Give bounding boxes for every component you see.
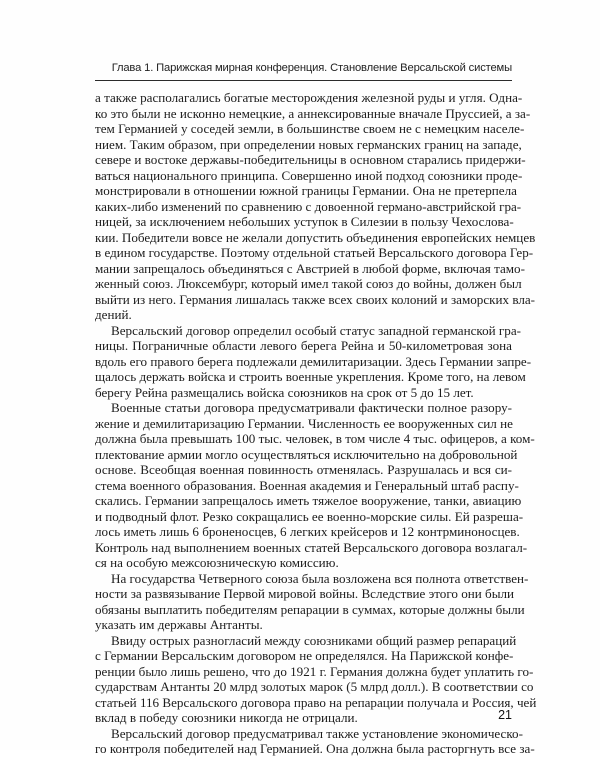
text-line: Версальский договор определил особый статус западной германской гра-: [111, 322, 522, 338]
text-line: жение и демилитаризацию Германии. Численность ее вооруженных сил не: [95, 415, 513, 431]
text-line: обязаны выплатить победителям репарации в суммах, которые должны были: [95, 601, 525, 617]
text-line: женный союз. Люксембург, который имел такой союз до войны, должен был: [95, 276, 522, 291]
running-head: Глава 1. Парижская мирная конференция. Становление Версальской системы: [111, 62, 512, 74]
text-line: ваться национального принципа. Совершенно иной подход союзники проде-: [95, 167, 523, 183]
text-line: Версальский договор предусматривал также установление экономическо-: [111, 725, 523, 741]
text-line: в едином государстве. Поэтому отдельной статьей Версальского договора Гер-: [95, 245, 534, 260]
text-line: основе. Всеобщая военная повинность отменялась. Разрушалась и вся си-: [95, 462, 512, 477]
text-line: и подводный флот. Резко сокращались ее военно-морские силы. Ей разреша-: [95, 508, 524, 524]
paragraph: [95, 400, 535, 571]
text-line: Ввиду острых разногласий между союзниками общий размер репараций: [111, 632, 517, 648]
text-line: ко это были не исконно немецкие, а аннексированные вначале Пруссией, а за-: [95, 105, 531, 121]
text-line: а также располагались богатые месторождения железной руды и угля. Одна-: [95, 90, 523, 105]
text-line: Военные статьи договора предусматривали фактически полное разору-: [111, 400, 512, 415]
paragraph: [95, 632, 537, 726]
paragraph: [95, 570, 529, 633]
page-number: 21: [498, 708, 512, 722]
text-line: На государства Четверного союза была возложена вся полнота ответствен-: [111, 570, 529, 586]
text-line: берегу Рейна размещались войска союзников на срок от 5 до 15 лет.: [95, 384, 474, 400]
text-line: ницей, за исключением небольших уступок в Силезии в пользу Чехослова-: [95, 214, 514, 229]
text-line: с Германии Версальским договором не определялся. На Парижской конфе-: [95, 648, 514, 663]
paragraph: [95, 90, 536, 323]
text-line: скались. Германии запрещалось иметь тяжелое вооружение, танки, авиацию: [95, 493, 522, 508]
text-line: плектование армии могло осуществляться исключительно на добровольной: [95, 446, 518, 462]
text-line: стема военного образования. Военная академия и Генеральный штаб распу-: [95, 477, 519, 493]
text-line: ся на особую межсоюзническую комиссию.: [95, 555, 339, 570]
text-line: Контроль над выполнением военных статей Версальского договора возлагал-: [95, 539, 528, 555]
text-line: лось иметь лишь 6 броненосцев, 6 легких крейсеров и 12 контрминоносцев.: [95, 524, 520, 539]
header-rule: [95, 80, 512, 81]
text-line: севере и востоке державы-победительницы в основном старались придержи-: [95, 152, 526, 167]
text-line: указать им державы Антанты.: [95, 617, 263, 632]
text-line: статьей 116 Версальского договора право на репарации получала и Россия, чей: [95, 694, 537, 710]
text-line: сударствам Антанты 20 млрд золотых марок (5 млрд долл.). В соответствии со: [95, 679, 534, 694]
body-text: [95, 90, 537, 757]
text-line: должна была превышать 100 тыс. человек, в том числе 4 тыс. офицеров, а ком-: [95, 431, 535, 446]
text-line: каких-либо изменений по сравнению с довоенной германо-австрийской гра-: [95, 198, 522, 214]
text-line: дений.: [95, 307, 132, 322]
text-line: вклад в победу союзники никогда не отрицали.: [95, 710, 358, 725]
text-line: ности за развязывание Первой мировой войны. Вследствие этого они были: [95, 586, 515, 601]
paragraph: [95, 725, 535, 757]
paragraph: [95, 322, 532, 401]
text-line: выйти из него. Германия лишалась также всех своих колоний и заморских вла-: [95, 291, 536, 307]
text-line: мании запрещалось объединяться с Австрией в любой форме, включая тамо-: [95, 260, 525, 276]
text-line: монстрировали в отношении южной границы Германии. Она не претерпела: [95, 183, 517, 198]
text-line: щалось держать войска и строить военные укрепления. Кроме того, на левом: [95, 369, 526, 384]
text-line: го контроля победителей над Германией. Она должна была расторгнуть все за-: [95, 741, 535, 756]
text-line: ницы. Пограничные области левого берега Рейна и 50-километровая зона: [95, 338, 512, 353]
text-line: кии. Победители вовсе не желали допустить объединения европейских немцев: [95, 229, 536, 245]
text-line: вдоль его правого берега подлежали демилитаризации. Здесь Германии запре-: [95, 353, 532, 369]
text-line: ренции было лишь решено, что до 1921 г. Германия должна будет уплатить го-: [95, 663, 534, 679]
text-line: нием. Таким образом, при определении новых германских границ на западе,: [95, 136, 522, 152]
text-line: тем Германией у соседей земли, в большинстве своем не с немецким населе-: [95, 121, 525, 136]
